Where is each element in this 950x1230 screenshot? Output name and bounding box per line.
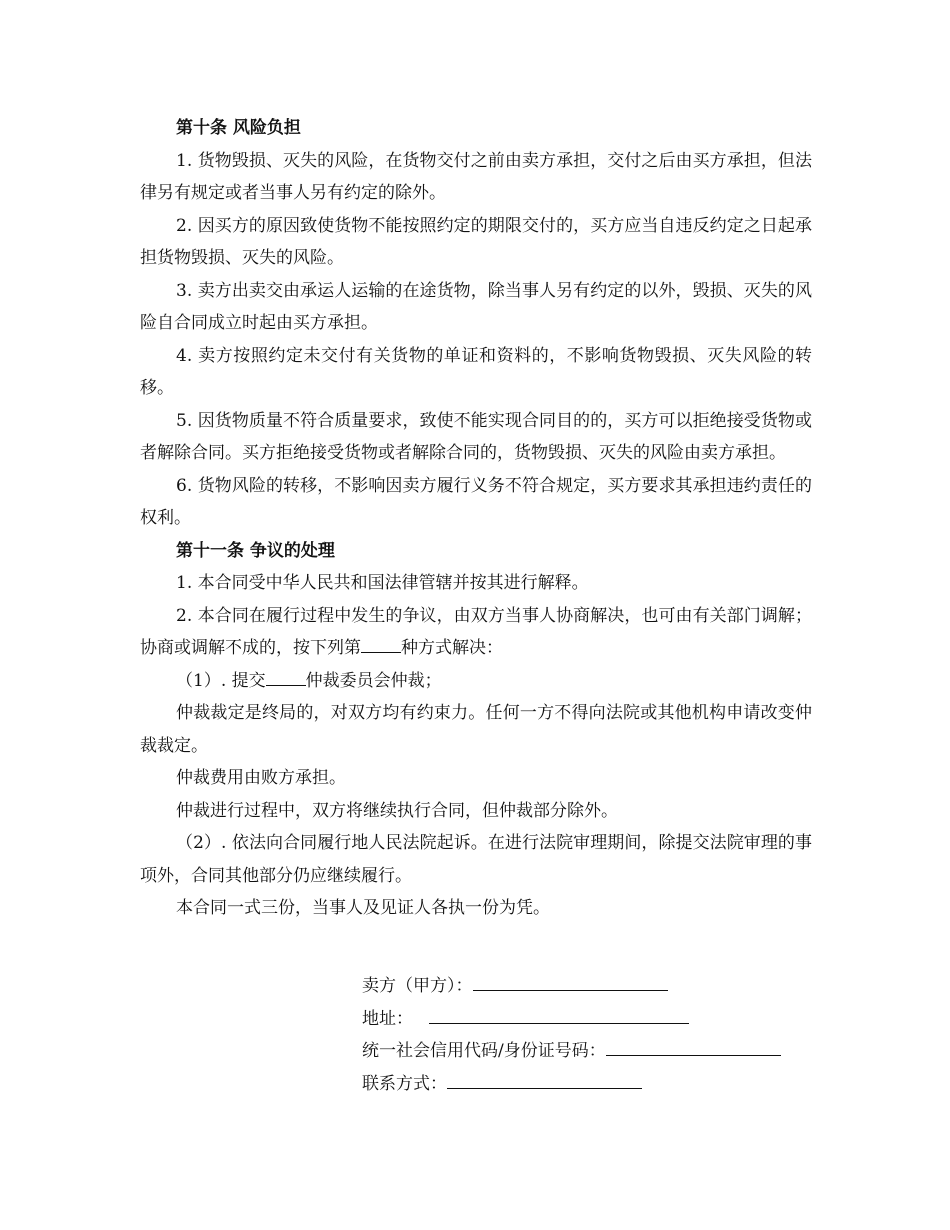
method-number-blank[interactable] [361, 634, 401, 653]
contact-blank[interactable] [447, 1070, 642, 1089]
option-1 [140, 665, 812, 698]
arbitration-continue-clause: 仲裁进行过程中，双方将继续执行合同，但仲裁部分除外。 [176, 800, 618, 821]
contact-label: 联系方式： [362, 1073, 447, 1094]
article-10-clause-2: 2. 因买方的原因致使货物不能按照约定的期限交付的，买方应当自违反约定之日起承担货物毁损、灭失的风险。 [140, 215, 812, 268]
credit-code-label: 统一社会信用代码/身份证号码： [362, 1041, 606, 1061]
article-10-title: 第十条 风险负担 [176, 118, 301, 138]
article-10-clause-4: 4. 卖方按照约定未交付有关货物的单证和资料的，不影响货物毁损、灭失风险的转移。 [140, 345, 812, 398]
article-10-clause-5: 5. 因货物质量不符合质量要求，致使不能实现合同目的的，买方可以拒绝接受货物或者解除合同。买方拒绝接受货物或者解除合同的，货物毁损、灭失的风险由卖方承担。 [140, 410, 812, 463]
article-11-clause-2-end: 种方式解决： [401, 638, 503, 658]
arbitration-fee-clause: 仲裁费用由败方承担。 [176, 768, 346, 788]
article-10-clause-1: 1. 货物毁损、灭失的风险，在货物交付之前由卖方承担，交付之后由买方承担，但法律另有规定或者当事人另有约定的除外。 [140, 150, 812, 203]
option-2: （2）. 依法向合同履行地人民法院起诉。在进行法院审理期间，除提交法院审理的事项外，合同其他部分仍应继续履行。 [140, 833, 812, 886]
arbitration-final-clause: 仲裁裁定是终局的，对双方均有约束力。任何一方不得向法院或其他机构申请改变仲裁裁定。 [140, 703, 812, 756]
article-10-clause-3: 3. 卖方出卖交由承运人运输的在途货物，除当事人另有约定的以外，毁损、灭失的风险自合同成立时起由买方承担。 [140, 280, 812, 333]
address-row [362, 1003, 822, 1036]
credit-code-blank[interactable] [606, 1037, 781, 1056]
article-11-clause-1: 1. 本合同受中华人民共和国法律管辖并按其进行解释。 [176, 573, 589, 593]
article-11-clause-2 [140, 600, 812, 665]
seller-row [362, 970, 822, 1003]
contact-row [362, 1068, 822, 1101]
signature-block [362, 970, 822, 1100]
seller-blank[interactable] [473, 972, 668, 991]
option-1-end: 仲裁委员会仲裁； [305, 670, 442, 691]
contract-body [140, 112, 812, 925]
seller-label: 卖方（甲方）： [362, 976, 473, 996]
address-blank[interactable] [429, 1005, 689, 1024]
option-1-text: （1）. 提交 [176, 670, 266, 691]
article-11-clause-2-text: 2. 本合同在履行过程中发生的争议，由双方当事人协商解决，也可由有关部门调解；协商或调解不成的，按下列第 [140, 605, 812, 658]
article-10-clause-6: 6. 货物风险的转移，不影响因卖方履行义务不符合规定，买方要求其承担违约责任的权利。 [140, 475, 812, 528]
arbitration-commission-blank[interactable] [266, 667, 306, 686]
copies-clause: 本合同一式三份，当事人及见证人各执一份为凭。 [176, 898, 550, 918]
article-11-title: 第十一条 争议的处理 [176, 540, 335, 561]
credit-code-row [362, 1035, 822, 1068]
address-label: 地址： [362, 1008, 413, 1029]
